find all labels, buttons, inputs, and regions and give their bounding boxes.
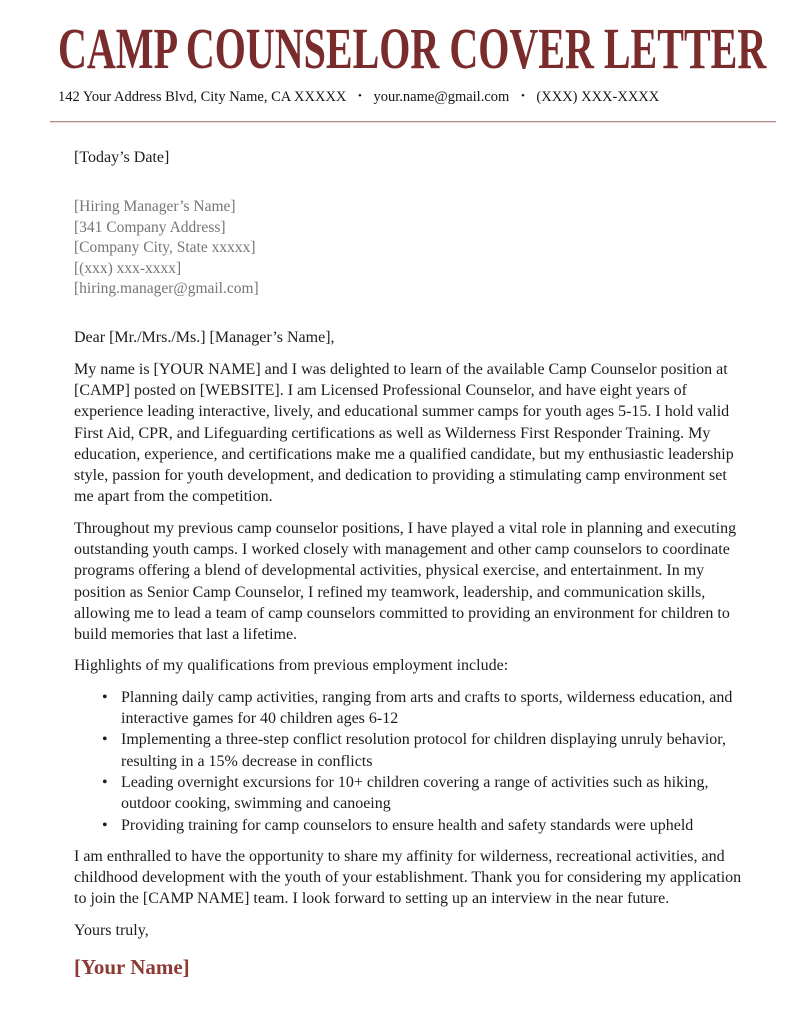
contact-email: your.name@gmail.com [373,89,510,105]
recipient-address: [341 Company Address] [74,218,226,236]
highlight-item: • Providing training for camp counselors to ensure health and safety standards were upheld [74,815,750,836]
date-placeholder: [Today’s Date] [74,149,170,166]
highlight-item: • Leading overnight excursions for 10+ children covering a range of activities such as hiking, outdoor cooking, swimming and canoeing [74,772,750,815]
bullet-separator-icon: • [520,90,525,102]
highlights-intro: Highlights of my qualifications from previous employment include: [74,657,509,675]
highlights-list [74,687,750,836]
highlight-item: • Implementing a three-step conflict resolution protocol for children displaying unruly behavior, resulting in a 15% decrease in conflicts [74,729,750,772]
valediction: Yours truly, [74,921,149,939]
recipient-phone: [(xxx) xxx-xxxx] [74,259,182,277]
recipient-block [74,197,750,299]
recipient-email: [hiring.manager@gmail.com] [74,279,259,297]
contact-address: 142 Your Address Blvd, City Name, CA XXXXX [58,89,347,105]
page-title: CAMP COUNSELOR COVER LETTER [58,16,767,81]
letter-body [0,123,800,980]
highlight-item: • Planning daily camp activities, ranging from arts and crafts to sports, wilderness education, and interactive games for 40 children ages 6-12 [74,687,750,730]
recipient-city-state: [Company City, State xxxxx] [74,239,256,257]
contact-phone: (XXX) XXX-XXXX [536,89,660,105]
recipient-name: [Hiring Manager’s Name] [74,198,236,216]
closing-paragraph: I am enthralled to have the opportunity to share my affinity for wilderness, recreational activities, and childhood development with the youth of your establishment. Thank you for considering my application to join the [CAMP NAME] team. I look forward to setting up an interview in the near future. [74,847,742,908]
signature-placeholder: [Your Name] [74,955,190,980]
contact-info-line [58,86,800,107]
body-paragraph-experience: Throughout my previous camp counselor positions, I have played a vital role in planning and executing outstanding youth camps. I worked closely with management and other camp counselors to coordinate programs offering a blend of developmental activities, physical exercise, and entertainment. In my position as Senior Camp Counselor, I refined my teamwork, leadership, and communication skills, allowing me to lead a team of camp counselors committed to providing an environment for children to build memories that last a lifetime. [74,519,737,644]
body-paragraph-intro: My name is [YOUR NAME] and I was delighted to learn of the available Camp Counselor position at [CAMP] posted on [WEBSITE]. I am Licensed Professional Counselor, and have eight years of experience leading interactive, lively, and educational summer camps for youth ages 5-15. I hold valid First Aid, CPR, and Lifeguarding certifications as well as Wilderness First Responder Training. My education, experience, and certifications make me a qualified candidate, but my enthusiastic leadership style, passion for youth development, and dedication to providing a stimulating camp environment set me apart from the competition. [74,360,734,506]
salutation: Dear [Mr./Mrs./Ms.] [Manager’s Name], [74,329,335,347]
bullet-separator-icon: • [358,90,362,102]
letter-header [0,0,800,107]
